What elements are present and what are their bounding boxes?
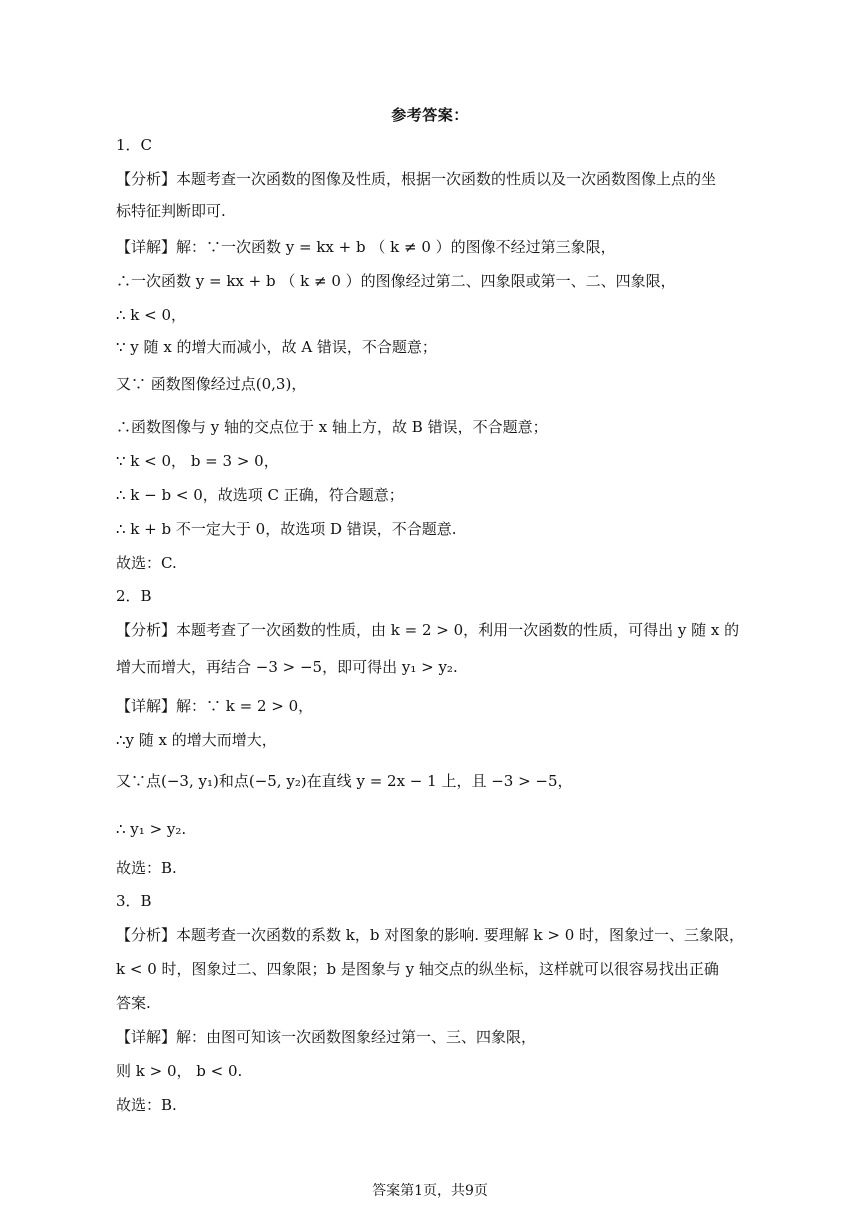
answer-line: 3．B: [116, 892, 152, 910]
answer-line: 【详解】解：∵ k = 2 > 0，: [116, 697, 314, 715]
answer-line: 【分析】本题考查了一次函数的性质，由 k = 2 > 0，利用一次函数的性质，可得出 y 随 x 的: [116, 621, 740, 639]
answer-line: ∵ k < 0， b = 3 > 0，: [116, 452, 279, 470]
answer-line: ∴ y₁ > y₂.: [116, 820, 187, 838]
answer-line: 故选：C.: [116, 554, 177, 572]
answer-line: ∴ k + b 不一定大于 0，故选项 D 错误，不合题意.: [116, 520, 457, 538]
answer-line: 【详解】解：∵一次函数 y = kx + b （ k ≠ 0 ）的图像不经过第三象限，: [116, 238, 616, 256]
answer-line: 则 k > 0， b < 0.: [116, 1062, 243, 1080]
answer-line: 1．C: [116, 136, 153, 154]
answer-line: 标特征判断即可.: [116, 202, 226, 220]
answer-line: 又∵ 函数图像经过点(0,3)，: [116, 375, 307, 393]
answer-line: ∴y 随 x 的增大而增大，: [116, 731, 277, 749]
answer-line: 【分析】本题考查一次函数的图像及性质，根据一次函数的性质以及一次函数图像上点的坐: [116, 170, 717, 188]
answer-line: 增大而增大，再结合 −3 > −5，即可得出 y₁ > y₂.: [116, 658, 458, 676]
answer-line: 故选：B.: [116, 1096, 177, 1114]
page-footer: 答案第1页，共9页: [372, 1183, 488, 1199]
answer-line: ∴ k − b < 0，故选项 C 正确，符合题意；: [116, 486, 404, 504]
answer-line: 【分析】本题考查一次函数的系数 k，b 对图象的影响. 要理解 k > 0 时，图象过一、三象限，: [116, 926, 745, 944]
answer-line: 2．B: [116, 587, 152, 605]
answer-line: k < 0 时，图象过二、四象限；b 是图象与 y 轴交点的纵坐标，这样就可以很容易找出正确: [116, 960, 719, 978]
answer-line: 故选：B.: [116, 859, 177, 877]
answer-line: ∴函数图像与 y 轴的交点位于 x 轴上方，故 B 错误，不合题意；: [116, 418, 548, 436]
answer-line: 又∵点(−3, y₁)和点(−5, y₂)在直线 y = 2x − 1 上，且 −3 > −5，: [116, 772, 573, 790]
answer-line: ∴一次函数 y = kx + b （ k ≠ 0 ）的图像经过第二、四象限或第一、二、四象限，: [116, 272, 676, 290]
answer-line: 答案.: [116, 994, 151, 1012]
page-title: 参考答案：: [391, 106, 469, 124]
answer-line: ∴ k < 0，: [116, 306, 187, 324]
answer-line: 【详解】解：由图可知该一次函数图象经过第一、三、四象限，: [116, 1028, 537, 1046]
answer-line: ∵ y 随 x 的增大而减小，故 A 错误，不合题意；: [116, 338, 437, 356]
